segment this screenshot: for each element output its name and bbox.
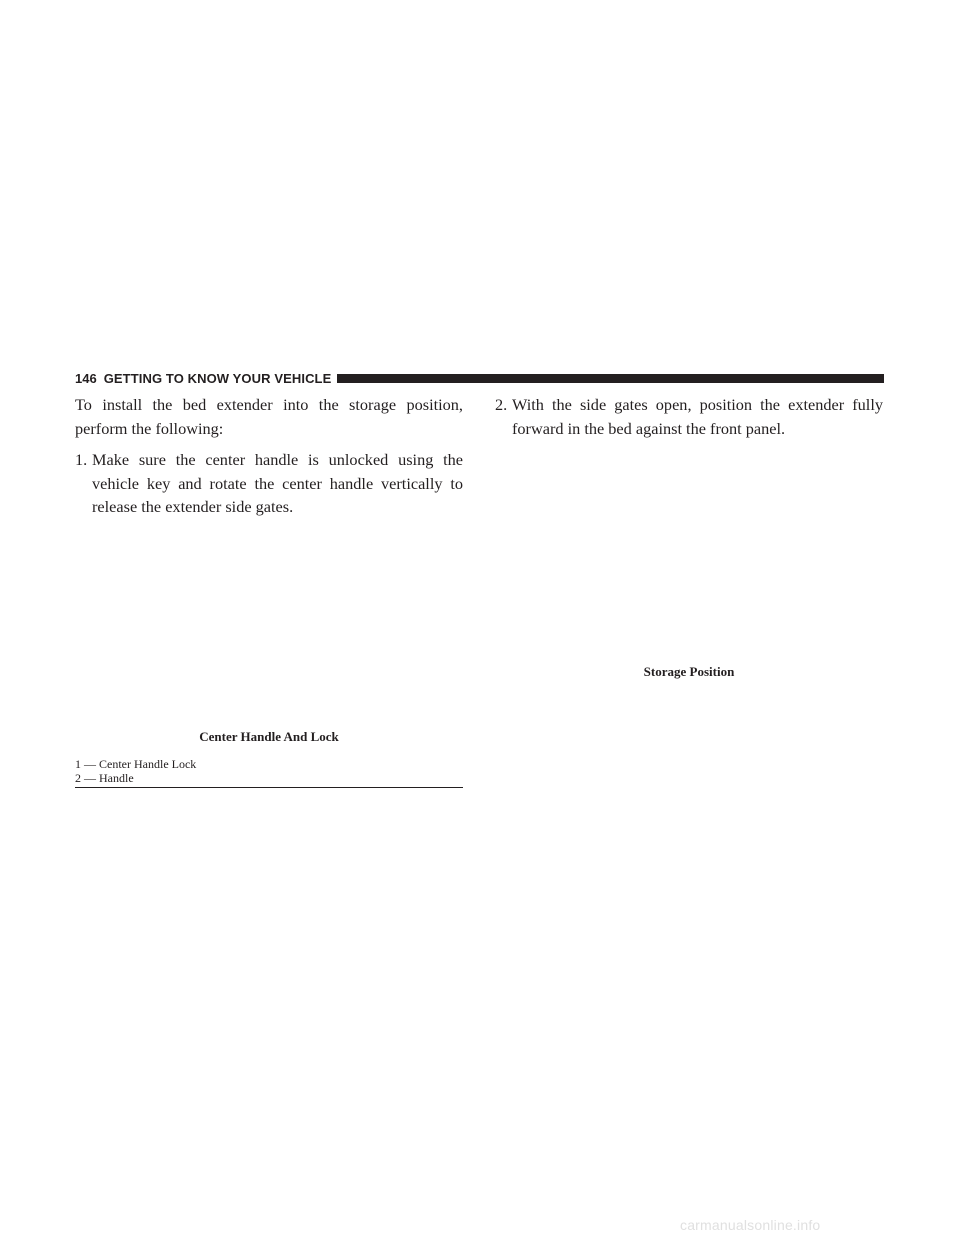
legend-item: 2 — Handle [75, 771, 134, 785]
figure-legend [75, 757, 463, 788]
header-rule [337, 374, 884, 383]
step-2-text: With the side gates open, position the extender fully forward in the bed against the front panel. [512, 395, 883, 438]
step-2-number: 2. [495, 395, 508, 414]
step-2 [495, 393, 883, 440]
right-column [495, 393, 883, 440]
step-1 [75, 448, 463, 519]
chapter-title: GETTING TO KNOW YOUR VEHICLE [103, 370, 332, 386]
step-1-number: 1. [75, 450, 88, 469]
watermark: carmanualsonline.info [680, 1217, 821, 1233]
page-number: 146 [75, 370, 97, 386]
figure-caption-storage-position: Storage Position [643, 664, 735, 679]
figure-caption-center-handle: Center Handle And Lock [199, 729, 339, 744]
page-header [75, 369, 884, 387]
left-column [75, 393, 463, 519]
step-1-text: Make sure the center handle is unlocked using the vehicle key and rotate the center handle vertically to release the extender side gates. [92, 450, 463, 516]
intro-paragraph: To install the bed extender into the storage position, perform the following: [75, 395, 463, 438]
legend-item: 1 — Center Handle Lock [75, 757, 197, 771]
